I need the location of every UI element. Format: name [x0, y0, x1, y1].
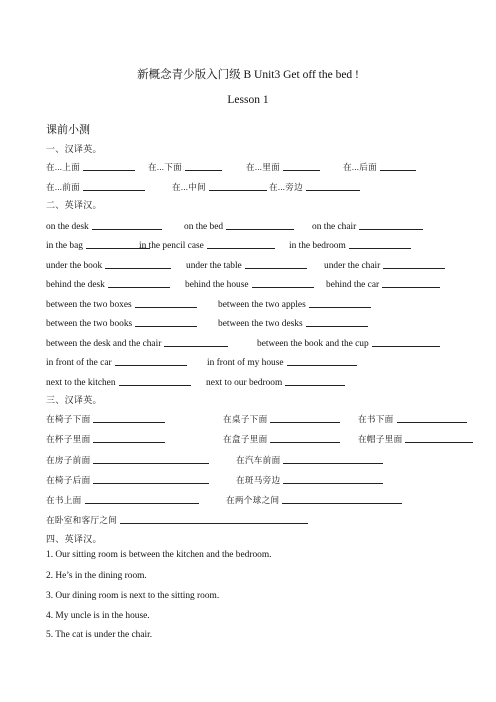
exercise-item: 在...上面: [46, 160, 135, 174]
answer-blank[interactable]: [283, 473, 383, 484]
exercise-item: 在...中间: [172, 180, 267, 194]
answer-blank[interactable]: [93, 473, 209, 484]
answer-blank[interactable]: [226, 219, 294, 230]
exercise-item: 在椅子下面: [46, 412, 165, 426]
exercise-item: between the two apples: [218, 297, 371, 312]
answer-blank[interactable]: [108, 277, 170, 288]
part3-heading: 三、汉译英。: [46, 395, 102, 405]
exercise-item: 在书上面: [46, 493, 199, 507]
answer-blank[interactable]: [105, 258, 171, 269]
exercise-item: 在卧室和客厅之间: [46, 513, 308, 527]
answer-blank[interactable]: [207, 238, 275, 249]
answer-blank[interactable]: [209, 180, 267, 191]
answer-blank[interactable]: [85, 493, 199, 504]
exercise-item: in the pencil case: [139, 238, 275, 253]
pretest-heading: 课前小测: [46, 124, 90, 136]
exercise-item: 在...前面: [46, 180, 145, 194]
exercise-item: 在...后面: [343, 160, 416, 174]
sentence-5: 5. The cat is under the chair.: [46, 630, 153, 640]
exercise-item: on the bed: [184, 219, 294, 234]
answer-blank[interactable]: [287, 355, 357, 366]
exercise-item: 在两个球之间: [226, 493, 402, 507]
answer-blank[interactable]: [135, 316, 197, 327]
exercise-item: on the desk: [46, 219, 162, 234]
answer-blank[interactable]: [93, 412, 165, 423]
answer-blank[interactable]: [115, 355, 187, 366]
exercise-item: under the table: [186, 258, 307, 273]
exercise-item: between the two boxes: [46, 297, 197, 312]
part2-heading: 二、英译汉。: [46, 200, 102, 210]
exercise-item: behind the desk: [46, 277, 170, 292]
exercise-item: on the chair: [312, 219, 423, 234]
exercise-item: behind the car: [326, 277, 440, 292]
answer-blank[interactable]: [252, 277, 314, 288]
answer-blank[interactable]: [306, 180, 360, 191]
exercise-item: in the bag: [46, 238, 150, 253]
exercise-item: in front of my house: [207, 355, 357, 370]
answer-blank[interactable]: [382, 277, 440, 288]
answer-blank[interactable]: [359, 219, 423, 230]
answer-blank[interactable]: [309, 297, 371, 308]
part1-heading: 一、汉译英。: [46, 144, 102, 154]
exercise-item: 在书下面: [358, 412, 467, 426]
sentence-4: 4. My uncle is in the house.: [46, 611, 150, 621]
exercise-item: in front of the car: [46, 355, 187, 370]
exercise-item: next to the kitchen: [46, 375, 191, 390]
exercise-item: under the book: [46, 258, 171, 273]
exercise-item: between the desk and the chair: [46, 336, 228, 351]
part4-heading: 四、英译汉。: [46, 534, 102, 544]
answer-blank[interactable]: [283, 160, 320, 171]
answer-blank[interactable]: [120, 513, 308, 524]
exercise-item: 在汽车前面: [236, 453, 383, 467]
exercise-item: 在...下面: [148, 160, 222, 174]
page-title: 新概念青少版入门级 B Unit3 Get off the bed !: [137, 69, 359, 81]
answer-blank[interactable]: [270, 432, 340, 443]
answer-blank[interactable]: [245, 258, 307, 269]
exercise-item: 在椅子后面: [46, 473, 209, 487]
answer-blank[interactable]: [93, 432, 165, 443]
sentence-3: 3. Our dining room is next to the sitting room.: [46, 591, 220, 601]
exercise-item: behind the house: [185, 277, 314, 292]
exercise-item: 在房子前面: [46, 453, 209, 467]
lesson-subtitle: Lesson 1: [227, 94, 269, 106]
sentence-2: 2. He’s in the dining room.: [46, 571, 147, 581]
answer-blank[interactable]: [83, 180, 145, 191]
answer-blank[interactable]: [405, 432, 473, 443]
answer-blank[interactable]: [164, 336, 228, 347]
exercise-item: 在斑马旁边: [236, 473, 383, 487]
answer-blank[interactable]: [372, 336, 440, 347]
answer-blank[interactable]: [383, 258, 445, 269]
exercise-item: 在盒子里面: [223, 432, 340, 446]
answer-blank[interactable]: [92, 219, 162, 230]
exercise-item: under the chair: [324, 258, 445, 273]
answer-blank[interactable]: [282, 493, 402, 504]
exercise-item: 在桌子下面: [223, 412, 340, 426]
answer-blank[interactable]: [349, 238, 411, 249]
exercise-item: 在帽子里面: [358, 432, 473, 446]
answer-blank[interactable]: [285, 375, 345, 386]
answer-blank[interactable]: [93, 453, 209, 464]
answer-blank[interactable]: [135, 297, 197, 308]
exercise-item: between the two books: [46, 316, 197, 331]
answer-blank[interactable]: [83, 160, 135, 171]
sentence-1: 1. Our sitting room is between the kitchen and the bedroom.: [46, 550, 272, 560]
exercise-item: 在杯子里面: [46, 432, 165, 446]
exercise-item: in the bedroom: [289, 238, 411, 253]
answer-blank[interactable]: [380, 160, 416, 171]
exercise-item: between the two desks: [218, 316, 368, 331]
answer-blank[interactable]: [270, 412, 340, 423]
exercise-item: between the book and the cup: [257, 336, 440, 351]
answer-blank[interactable]: [397, 412, 467, 423]
answer-blank[interactable]: [119, 375, 191, 386]
answer-blank[interactable]: [306, 316, 368, 327]
exercise-item: next to our bedroom: [206, 375, 345, 390]
answer-blank[interactable]: [283, 453, 383, 464]
exercise-item: 在...旁边: [269, 180, 360, 194]
exercise-item: 在...里面: [246, 160, 320, 174]
answer-blank[interactable]: [185, 160, 222, 171]
